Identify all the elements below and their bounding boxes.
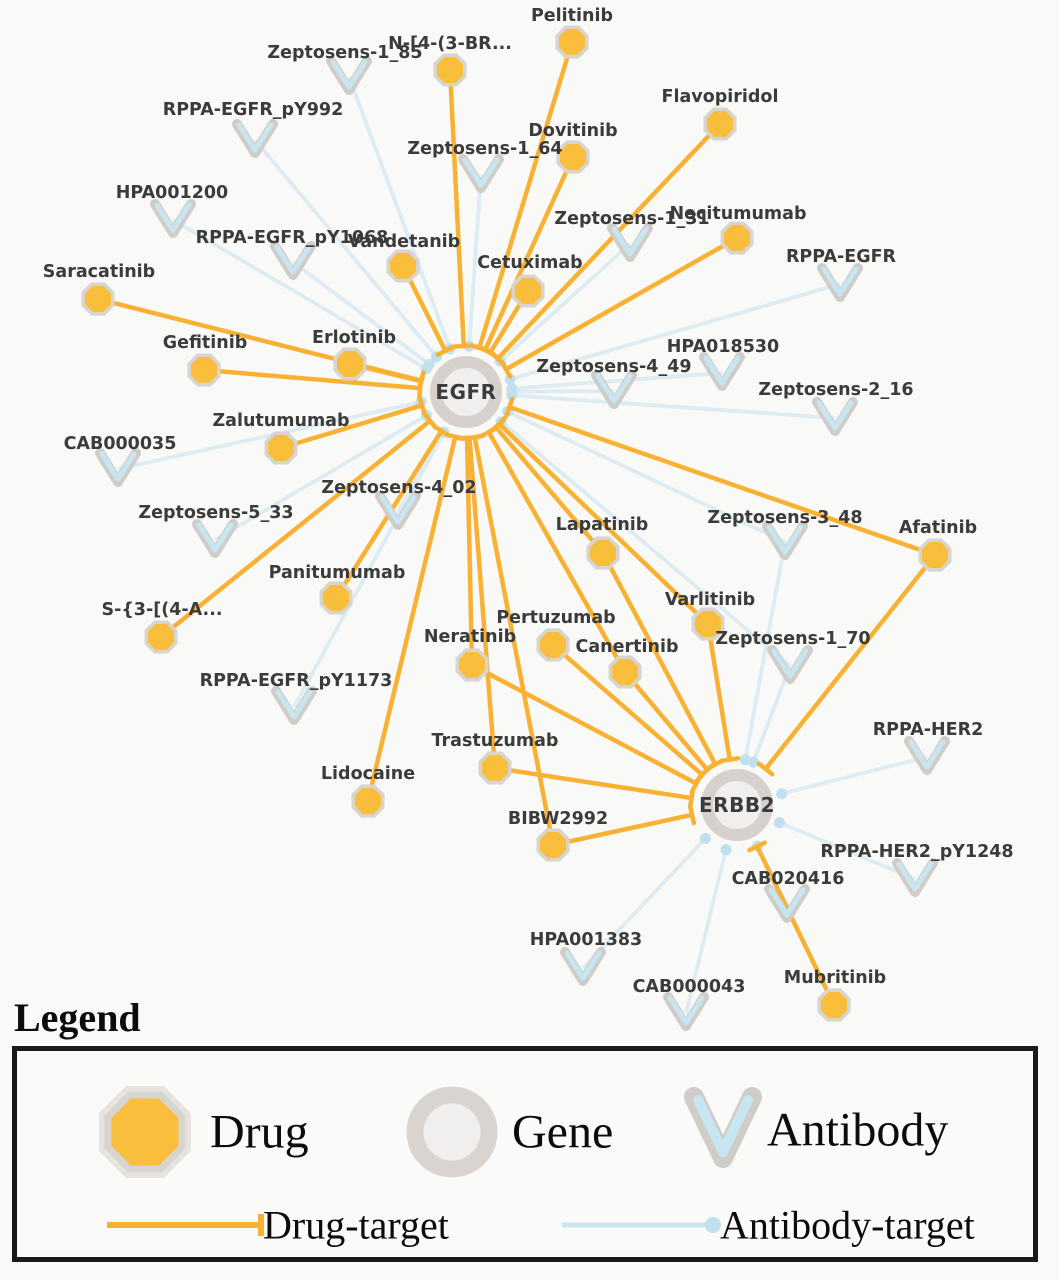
drug-octagon-icon: [457, 650, 487, 680]
drug-node-lidocaine[interactable]: [353, 786, 383, 816]
gene-node-erbb2[interactable]: [699, 775, 775, 835]
drug-node-gefitinib[interactable]: [189, 355, 219, 385]
drug-octagon-icon: [538, 630, 568, 660]
label-zeptosens_1_64: Zeptosens-1_64: [407, 139, 563, 159]
drug-target-edge-icon: [103, 1211, 273, 1239]
label-zalutumumab: Zalutumumab: [212, 411, 350, 431]
label-lidocaine: Lidocaine: [320, 764, 416, 784]
drug-node-icon: [97, 1084, 193, 1180]
label-pelitinib: Pelitinib: [530, 6, 614, 26]
label-zeptosens_4_02: Zeptosens-4_02: [321, 478, 477, 498]
drug-node-neratinib[interactable]: [457, 650, 487, 680]
label-rppa_her2: RPPA-HER2: [872, 720, 984, 740]
label-zeptosens_3_48: Zeptosens-3_48: [707, 508, 863, 528]
label-necitumumab: Necitumumab: [669, 204, 807, 224]
gene-node-icon: [404, 1084, 500, 1180]
label-rppa_egfr: RPPA-EGFR: [785, 247, 897, 267]
drug-octagon-icon: [388, 251, 418, 281]
antibody-node-rppa_egfr[interactable]: [822, 268, 858, 297]
drug-node-n4_3br[interactable]: [435, 55, 465, 85]
gene-node-egfr[interactable]: [435, 362, 496, 422]
drug-octagon-icon: [146, 622, 176, 652]
drug-octagon-icon: [266, 433, 296, 463]
label-lapatinib: Lapatinib: [555, 515, 649, 535]
label-panitumumab: Panitumumab: [268, 563, 406, 583]
drug-edge-tee: [690, 806, 694, 823]
label-n4_3br: N-[4-(3-BR...: [388, 34, 512, 54]
edge-zeptosens_1_85-egfr: [349, 77, 450, 349]
drug-node-bibw2992[interactable]: [538, 830, 568, 860]
antibody-edge-dot: [774, 817, 785, 828]
drug-octagon-icon: [513, 276, 543, 306]
antibody-target-edge-icon: [558, 1211, 728, 1239]
edge-n4_3br-egfr: [450, 70, 464, 346]
legend: [12, 1046, 1038, 1262]
drug-octagon-icon: [353, 786, 383, 816]
drug-node-cetuximab[interactable]: [513, 276, 543, 306]
drug-octagon-icon: [335, 349, 365, 379]
antibody-edge-dot: [748, 757, 759, 768]
legend-title: Legend: [14, 995, 141, 1040]
label-afatinib: Afatinib: [898, 518, 978, 538]
legend-label-gene: Gene: [512, 1105, 614, 1159]
drug-node-mubritinib[interactable]: [819, 990, 849, 1020]
drug-node-dovitinib[interactable]: [558, 142, 588, 172]
label-hpa018530: HPA018530: [666, 337, 780, 357]
antibody-node-rppa_egfr_py992[interactable]: [237, 124, 273, 153]
drug-octagon-icon: [722, 223, 752, 253]
label-cab000035: CAB000035: [63, 434, 177, 454]
drug-node-pertuzumab[interactable]: [538, 630, 568, 660]
label-bibw2992: BIBW2992: [507, 809, 609, 829]
antibody-node-zeptosens_1_31[interactable]: [612, 228, 648, 257]
drug-octagon-icon: [189, 355, 219, 385]
drug-node-lapatinib[interactable]: [588, 538, 618, 568]
drug-octagon-icon: [321, 583, 351, 613]
legend-label-drug-target: Drug-target: [263, 1202, 449, 1248]
label-rppa_egfr_py992: RPPA-EGFR_pY992: [162, 100, 344, 120]
drug-octagon-icon: [435, 55, 465, 85]
label-dovitinib: Dovitinib: [528, 121, 618, 141]
antibody-node-zeptosens_1_64[interactable]: [463, 159, 499, 188]
label-hpa001383: HPA001383: [529, 930, 643, 950]
antibody-edge-dot: [424, 359, 435, 370]
drug-node-trastuzumab[interactable]: [480, 753, 510, 783]
drug-edge-tee: [419, 373, 423, 390]
drug-node-afatinib[interactable]: [920, 540, 950, 570]
label-zeptosens_4_49: Zeptosens-4_49: [536, 357, 692, 377]
label-zeptosens_2_16: Zeptosens-2_16: [758, 380, 914, 400]
antibody-edge-dot: [721, 844, 732, 855]
drug-node-zalutumumab[interactable]: [266, 433, 296, 463]
edge-trastuzumab-erbb2: [495, 768, 692, 798]
antibody-node-hpa018530[interactable]: [704, 357, 740, 386]
edge-rppa_her2-erbb2: [782, 757, 927, 794]
label-vandetanib: Vandetanib: [347, 232, 461, 252]
label-varlitinib: Varlitinib: [664, 590, 756, 610]
drug-node-s3_4a[interactable]: [146, 622, 176, 652]
label-neratinib: Neratinib: [423, 627, 517, 647]
label-rppa_egfr_py1173: RPPA-EGFR_pY1173: [199, 671, 393, 691]
drug-node-flavopiridol[interactable]: [705, 109, 735, 139]
label-cab020416: CAB020416: [731, 869, 845, 889]
label-erlotinib: Erlotinib: [312, 328, 396, 348]
antibody-node-icon: [677, 1081, 769, 1177]
drug-octagon-icon: [83, 284, 113, 314]
label-s3_4a: S-{3-[(4-A...: [101, 600, 223, 620]
gene-label-egfr: EGFR: [435, 380, 497, 404]
label-hpa001200: HPA001200: [115, 183, 229, 203]
drug-octagon-icon: [819, 990, 849, 1020]
drug-node-pelitinib[interactable]: [557, 27, 587, 57]
drug-edge-tee: [690, 790, 693, 807]
antibody-node-zeptosens_1_85[interactable]: [331, 61, 367, 90]
drug-node-canertinib[interactable]: [610, 657, 640, 687]
drug-octagon-icon: [480, 753, 510, 783]
drug-node-necitumumab[interactable]: [722, 223, 752, 253]
label-trastuzumab: Trastuzumab: [431, 731, 559, 751]
drug-edge-tee: [466, 436, 483, 439]
drug-octagon-icon: [705, 109, 735, 139]
label-pertuzumab: Pertuzumab: [496, 608, 616, 628]
label-zeptosens_1_85: Zeptosens-1_85: [267, 43, 423, 63]
label-cetuximab: Cetuximab: [477, 253, 583, 273]
label-zeptosens_5_33: Zeptosens-5_33: [138, 503, 294, 523]
drug-node-saracatinib[interactable]: [83, 284, 113, 314]
drug-node-panitumumab[interactable]: [321, 583, 351, 613]
antibody-edge-dot: [700, 833, 711, 844]
legend-label-drug: Drug: [210, 1105, 309, 1159]
label-saracatinib: Saracatinib: [42, 262, 156, 282]
drug-edge-tee: [455, 346, 472, 347]
drug-edge-tee: [721, 758, 738, 761]
drug-node-erlotinib[interactable]: [335, 349, 365, 379]
drug-octagon-icon: [588, 538, 618, 568]
drug-octagon-icon: [538, 830, 568, 860]
gene-label-erbb2: ERBB2: [699, 793, 775, 817]
label-mubritinib: Mubritinib: [783, 968, 887, 988]
drug-octagon-icon: [920, 540, 950, 570]
label-canertinib: Canertinib: [575, 637, 679, 657]
drug-octagon-icon: [557, 27, 587, 57]
label-zeptosens_1_70: Zeptosens-1_70: [715, 629, 871, 649]
drug-octagon-icon: [558, 142, 588, 172]
legend-label-antibody: Antibody: [767, 1103, 949, 1157]
edge-zeptosens_4_49-egfr: [512, 391, 614, 392]
label-rppa_egfr_py1068: RPPA-EGFR_pY1068: [195, 228, 389, 248]
label-flavopiridol: Flavopiridol: [661, 87, 779, 107]
legend-label-antibody-target: Antibody-target: [720, 1202, 975, 1248]
drug-octagon-icon: [610, 657, 640, 687]
edge-flavopiridol-egfr: [498, 124, 720, 359]
label-rppa_her2_py1248: RPPA-HER2_pY1248: [820, 842, 1014, 862]
antibody-node-rppa_her2[interactable]: [909, 741, 945, 770]
drug-node-vandetanib[interactable]: [388, 251, 418, 281]
label-cab000043: CAB000043: [632, 977, 746, 997]
label-zeptosens_1_31: Zeptosens-1_31: [554, 209, 710, 229]
antibody-edge-dot: [776, 788, 787, 799]
label-gefitinib: Gefitinib: [162, 333, 248, 353]
